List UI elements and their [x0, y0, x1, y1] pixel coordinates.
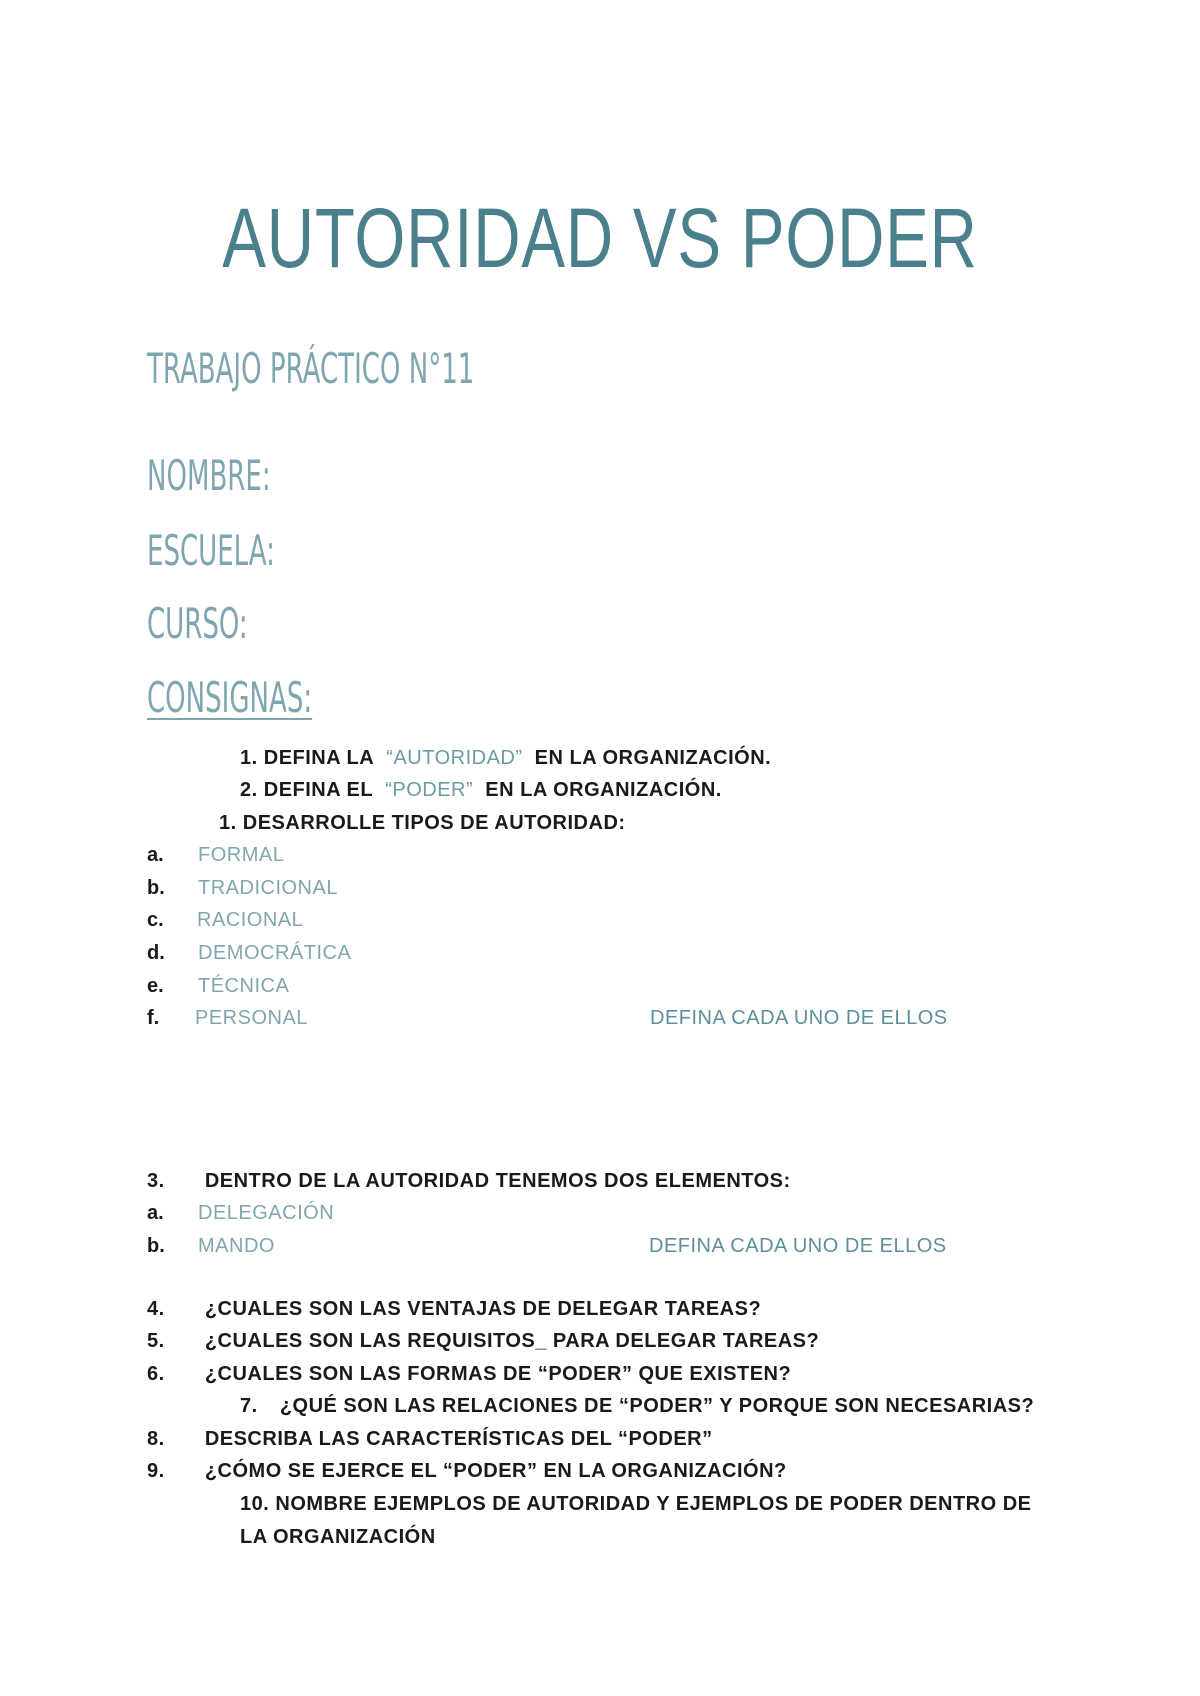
question-number: 7.	[240, 1395, 258, 1417]
question-6	[147, 1364, 791, 1384]
question-number: 10.	[240, 1493, 270, 1515]
consignas-heading: CONSIGNAS:	[147, 673, 313, 722]
question-8	[147, 1429, 713, 1449]
list-item-mando: MANDO	[198, 1235, 275, 1257]
question-10-continuation: LA ORGANIZACIÓN	[240, 1526, 436, 1548]
question-text: ¿CUALES SON LAS REQUISITOS_ PARA DELEGAR TAREAS?	[204, 1330, 820, 1352]
list-item-tradicional: TRADICIONAL	[198, 877, 338, 899]
question-text: ¿CUALES SON LAS VENTAJAS DE DELEGAR TAREAS?	[204, 1298, 762, 1320]
question-number: 9.	[147, 1460, 165, 1482]
question-text: ¿CUALES SON LAS FORMAS DE “PODER” QUE EXISTEN?	[204, 1363, 792, 1385]
field-escuela-label: ESCUELA:	[147, 526, 275, 575]
list-item-label: f.	[147, 1007, 160, 1029]
subtitle: TRABAJO PRÁCTICO N°11	[147, 344, 475, 393]
list-item-label: a.	[147, 1202, 164, 1224]
list-item-tecnica: TÉCNICA	[198, 975, 290, 997]
question-9	[147, 1461, 787, 1481]
question-number: 1.	[219, 812, 237, 834]
question-number: 5.	[147, 1330, 165, 1352]
list-item-formal: FORMAL	[198, 844, 285, 866]
question-number: 2.	[240, 779, 258, 801]
question-number: 1.	[240, 747, 258, 769]
list-item-racional: RACIONAL	[197, 909, 304, 931]
list-item-label: b.	[147, 1235, 165, 1257]
question-text: DESARROLLE TIPOS DE AUTORIDAD:	[242, 812, 626, 834]
question-7	[240, 1396, 1034, 1416]
list-item-label: c.	[147, 909, 164, 931]
list-item-delegacion: DELEGACIÓN	[198, 1202, 335, 1224]
question-number: 4.	[147, 1298, 165, 1320]
field-curso-label: CURSO:	[147, 599, 248, 648]
question-4	[147, 1299, 761, 1319]
list-item-label: e.	[147, 975, 164, 997]
question-text: DEFINA LA	[263, 747, 375, 769]
list-item-label: d.	[147, 942, 165, 964]
question-text: EN LA ORGANIZACIÓN.	[485, 779, 722, 801]
defina-note-elementos: DEFINA CADA UNO DE ELLOS	[649, 1235, 947, 1257]
question-text: NOMBRE EJEMPLOS DE AUTORIDAD Y EJEMPLOS DE PODER DENTRO DE	[275, 1493, 1032, 1515]
page-title: AUTORIDAD VS PODER	[222, 191, 978, 285]
highlight-term: “AUTORIDAD”	[386, 747, 523, 769]
question-number: 6.	[147, 1363, 165, 1385]
question-10	[240, 1494, 1032, 1514]
highlight-term: “PODER”	[385, 779, 474, 801]
question-3	[147, 1171, 791, 1191]
question-text: EN LA ORGANIZACIÓN.	[534, 747, 772, 769]
list-item-democratica: DEMOCRÁTICA	[198, 942, 352, 964]
question-text: DENTRO DE LA AUTORIDAD TENEMOS DOS ELEMENTOS:	[204, 1170, 791, 1192]
field-nombre-label: NOMBRE:	[147, 451, 271, 500]
question-number: 8.	[147, 1428, 165, 1450]
question-5	[147, 1331, 819, 1351]
defina-note-tipos: DEFINA CADA UNO DE ELLOS	[650, 1007, 948, 1029]
list-item-personal: PERSONAL	[195, 1007, 308, 1029]
question-text: ¿CÓMO SE EJERCE EL “PODER” EN LA ORGANIZACIÓN?	[204, 1460, 787, 1482]
question-1	[240, 748, 771, 768]
question-2	[240, 780, 722, 800]
list-item-label: a.	[147, 844, 164, 866]
list-item-label: b.	[147, 877, 165, 899]
question-text: ¿QUÉ SON LAS RELACIONES DE “PODER” Y PORQUE SON NECESARIAS?	[279, 1395, 1035, 1417]
question-text: DESCRIBA LAS CARACTERÍSTICAS DEL “PODER”	[204, 1428, 713, 1450]
question-tipos	[219, 813, 626, 833]
question-number: 3.	[147, 1170, 165, 1192]
question-text: DEFINA EL	[263, 779, 374, 801]
